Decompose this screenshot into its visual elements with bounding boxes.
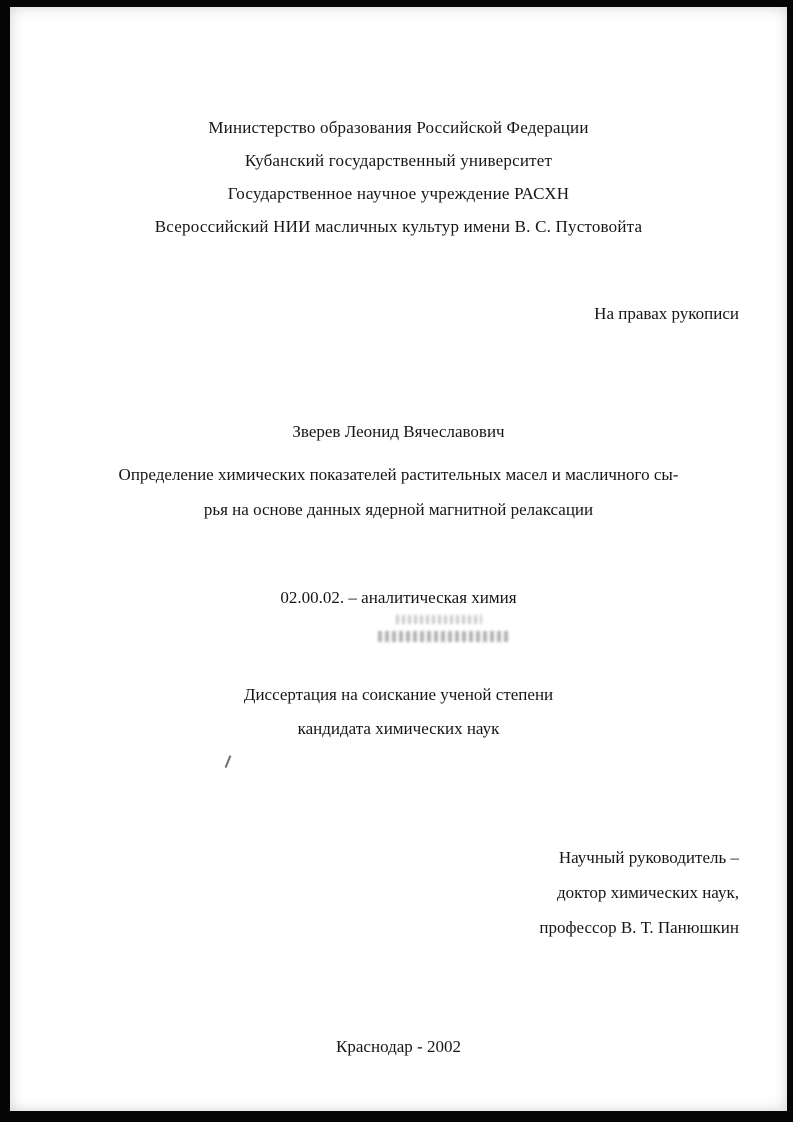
ministry-line: Министерство образования Российской Федерации bbox=[208, 118, 589, 137]
pen-mark-artifact bbox=[223, 755, 233, 769]
institution-header bbox=[10, 111, 787, 243]
document-page bbox=[10, 7, 787, 1111]
dissertation-line-1: Диссертация на соискание ученой степени bbox=[243, 685, 554, 704]
institute-line: Всероссийский НИИ масличных культур имени В. С. Пустовойта bbox=[154, 217, 643, 236]
dissertation-statement bbox=[10, 678, 787, 746]
city-year: Краснодар - 2002 bbox=[336, 1037, 461, 1056]
title-line-2: рья на основе данных ядерной магнитной релаксации bbox=[203, 500, 594, 519]
specialty-code: 02.00.02. – аналитическая химия bbox=[280, 588, 517, 607]
author-name: Зверев Леонид Вячеславович bbox=[292, 422, 505, 441]
stamp-smudge-line-1 bbox=[396, 615, 482, 624]
dissertation-title bbox=[10, 457, 787, 527]
title-line-1: Определение химических показателей растительных масел и масличного сы- bbox=[118, 465, 679, 484]
supervisor-line-2: доктор химических наук, bbox=[556, 883, 739, 902]
manuscript-rights-note: На правах рукописи bbox=[594, 304, 739, 323]
faded-stamp-smudge bbox=[378, 613, 518, 651]
university-line: Кубанский государственный университет bbox=[244, 151, 553, 170]
institution-line: Государственное научное учреждение РАСХН bbox=[227, 184, 570, 203]
dissertation-line-2: кандидата химических наук bbox=[297, 719, 500, 738]
stamp-smudge-line-2 bbox=[378, 631, 510, 642]
supervisor-info bbox=[539, 840, 739, 945]
supervisor-line-3: профессор В. Т. Панюшкин bbox=[539, 918, 739, 937]
supervisor-line-1: Научный руководитель – bbox=[558, 848, 739, 867]
